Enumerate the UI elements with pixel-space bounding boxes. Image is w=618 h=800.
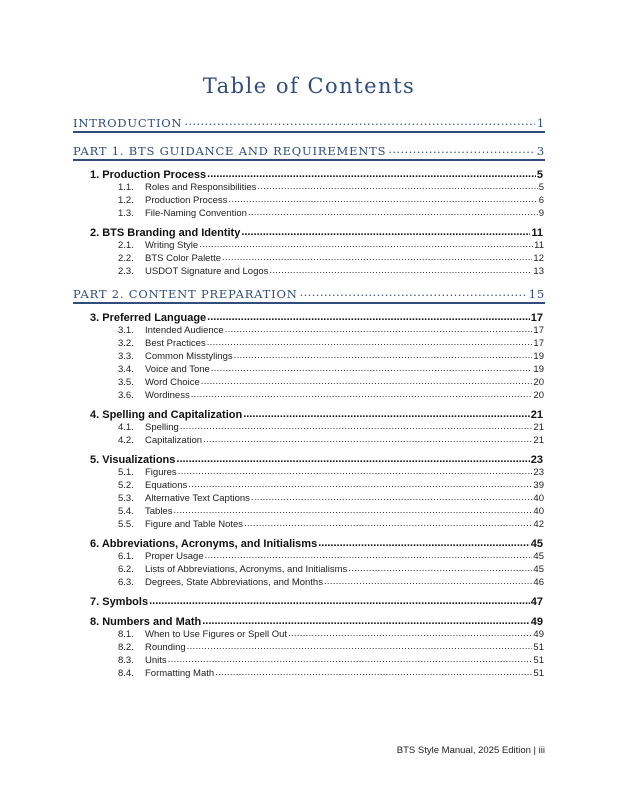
toc-entry-part-1[interactable] — [73, 140, 545, 158]
toc-entry-label: PART 1. BTS GUIDANCE AND REQUIREMENTS — [73, 144, 387, 158]
toc-section-5-4[interactable]: 5.4. Tables ..... 40 — [118, 505, 544, 517]
toc-chapter-3[interactable]: 3. Preferred Language ..... 17 — [90, 310, 543, 324]
section-rule — [73, 159, 545, 161]
section-rule — [73, 131, 545, 133]
toc-entry-page: 1 — [536, 116, 545, 130]
toc-chapter-8[interactable]: 8. Numbers and Math ..... 49 — [90, 614, 543, 628]
page-footer: BTS Style Manual, 2025 Edition | iii — [396, 745, 545, 756]
toc-section-4-1[interactable]: 4.1. Spelling ..... 21 — [118, 421, 544, 433]
toc-section-3-6[interactable]: 3.6. Wordiness ..... 20 — [118, 389, 544, 401]
toc-section-5-3[interactable]: 5.3. Alternative Text Captions ..... 40 — [118, 492, 544, 504]
toc-section-5-5[interactable]: 5.5. Figure and Table Notes ..... 42 — [118, 518, 544, 530]
toc-entry-label: PART 2. CONTENT PREPARATION — [73, 287, 298, 301]
toc-section-4-2[interactable]: 4.2. Capitalization ..... 21 — [118, 434, 544, 446]
toc-section-8-4[interactable]: 8.4. Formatting Math ..... 51 — [118, 667, 544, 679]
toc-section-6-3[interactable]: 6.3. Degrees, State Abbreviations, and Months ..... 46 — [118, 576, 544, 588]
toc-section-8-2[interactable]: 8.2. Rounding ..... 51 — [118, 641, 544, 653]
toc-section-2-3[interactable]: 2.3. USDOT Signature and Logos ..... 13 — [118, 265, 544, 277]
toc-section-5-2[interactable]: 5.2. Equations ..... 39 — [118, 479, 544, 491]
toc-chapter-7[interactable]: 7. Symbols ..... 47 — [90, 594, 543, 608]
toc-section-1-3[interactable]: 1.3. File-Naming Convention ..... 9 — [118, 207, 544, 219]
toc-section-8-1[interactable]: 8.1. When to Use Figures or Spell Out ..... 49 — [118, 628, 544, 640]
toc-section-8-3[interactable]: 8.3. Units ..... 51 — [118, 654, 544, 666]
page-title: Table of Contents — [202, 74, 416, 98]
section-rule — [73, 302, 545, 304]
toc-section-3-2[interactable]: 3.2. Best Practices ..... 17 — [118, 337, 544, 349]
toc-section-1-1[interactable]: 1.1. Roles and Responsibilities ..... 5 — [118, 181, 544, 193]
toc-chapter-2[interactable]: 2. BTS Branding and Identity ..... 11 — [90, 225, 543, 239]
toc-chapter-5[interactable]: 5. Visualizations ..... 23 — [90, 452, 543, 466]
toc-entry-page: 15 — [528, 287, 545, 301]
toc-entry-introduction[interactable] — [73, 112, 545, 130]
toc-chapter-4[interactable]: 4. Spelling and Capitalization ..... 21 — [90, 407, 543, 421]
toc-section-6-2[interactable]: 6.2. Lists of Abbreviations, Acronyms, and Initialisms ..... 45 — [118, 563, 544, 575]
toc-entry-label: INTRODUCTION — [73, 116, 183, 130]
toc-section-3-1[interactable]: 3.1. Intended Audience ..... 17 — [118, 324, 544, 336]
toc-section-3-4[interactable]: 3.4. Voice and Tone ..... 19 — [118, 363, 544, 375]
toc-chapter-6[interactable]: 6. Abbreviations, Acronyms, and Initialisms ..... 45 — [90, 536, 543, 550]
toc-section-1-2[interactable]: 1.2. Production Process ..... 6 — [118, 194, 544, 206]
toc-section-2-1[interactable]: 2.1. Writing Style ..... 11 — [118, 239, 544, 251]
toc-section-3-5[interactable]: 3.5. Word Choice ..... 20 — [118, 376, 544, 388]
toc-section-2-2[interactable]: 2.2. BTS Color Palette ..... 12 — [118, 252, 544, 264]
toc-section-6-1[interactable]: 6.1. Proper Usage ..... 45 — [118, 550, 544, 562]
toc-entry-part-2[interactable] — [73, 283, 545, 301]
toc-section-5-1[interactable]: 5.1. Figures ..... 23 — [118, 466, 544, 478]
toc-entry-page: 3 — [536, 144, 545, 158]
toc-section-3-3[interactable]: 3.3. Common Misstylings ..... 19 — [118, 350, 544, 362]
toc-chapter-1[interactable]: 1. Production Process ..... 5 — [90, 167, 543, 181]
